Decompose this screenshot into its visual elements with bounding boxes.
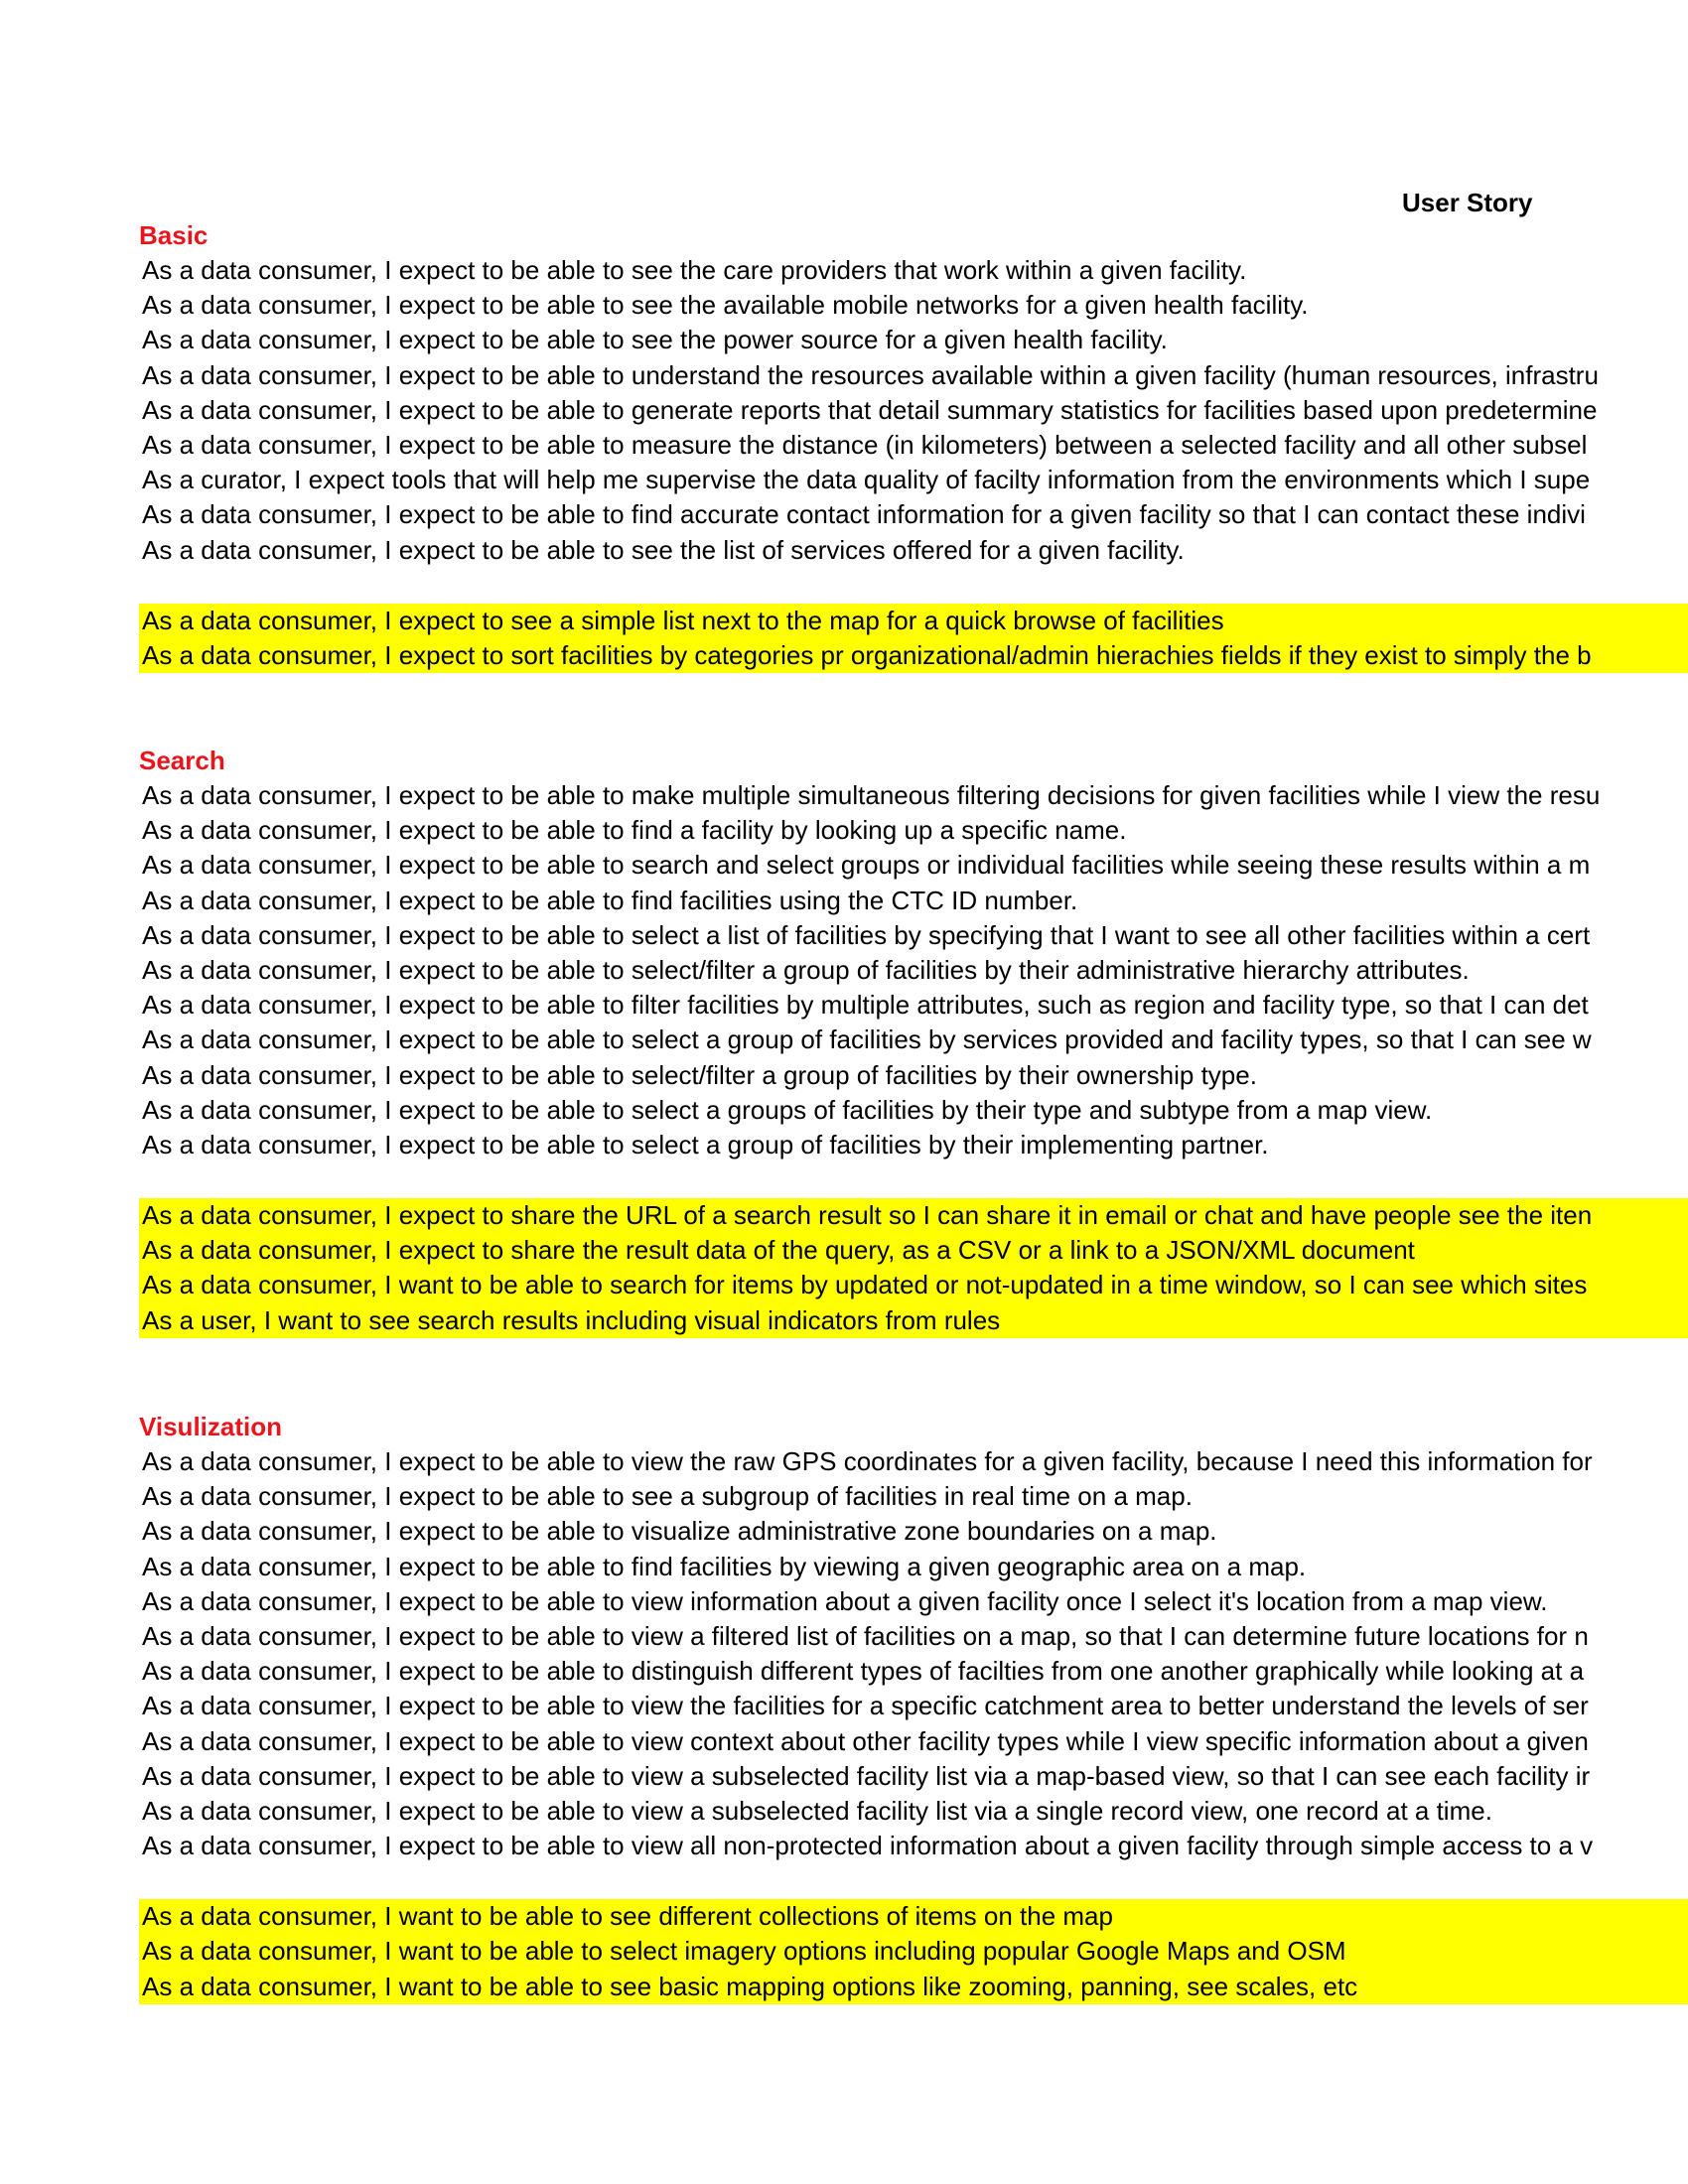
user-story-row: As a data consumer, I expect to be able to view the facilities for a specific catchment area to better understand the levels of ser	[142, 1691, 1589, 1721]
user-story-row: As a data consumer, I expect to be able to select a groups of facilities by their type and subtype from a map view.	[142, 1094, 1433, 1125]
highlighted-user-story-row: As a data consumer, I want to be able to see basic mapping options like zooming, panning, see scales, etc	[139, 1970, 1688, 2004]
user-story-row: As a data consumer, I expect to be able to find facilities by viewing a given geographic area on a map.	[142, 1551, 1307, 1581]
highlighted-user-story-row: As a data consumer, I want to be able to see different collections of items on the map	[139, 1899, 1688, 1934]
user-story-row: As a data consumer, I expect to be able to see the care providers that work within a given facility.	[142, 255, 1247, 285]
user-story-row: As a data consumer, I expect to be able to find a facility by looking up a specific name.	[142, 815, 1127, 846]
user-story-row: As a data consumer, I expect to be able to see the available mobile networks for a given health facility.	[142, 290, 1309, 321]
user-story-row: As a data consumer, I expect to be able to measure the distance (in kilometers) between a selected facility and all other subsel	[142, 429, 1588, 460]
highlighted-user-story-row: As a data consumer, I expect to share the result data of the query, as a CSV or a link to a JSON/XML document	[139, 1233, 1688, 1268]
user-story-row: As a data consumer, I expect to be able to find facilities using the CTC ID number.	[142, 885, 1078, 915]
section-basic	[139, 218, 1688, 673]
user-story-row: As a data consumer, I expect to be able to see a subgroup of facilities in real time on a map.	[142, 1481, 1193, 1512]
user-story-row: As a data consumer, I expect to be able to select a group of facilities by services provided and facility types, so that I can see w	[142, 1024, 1592, 1055]
user-story-row: As a data consumer, I expect to be able to filter facilities by multiple attributes, such as region and facility type, so that I can det	[142, 990, 1589, 1021]
user-story-row: As a data consumer, I expect to be able to select a list of facilities by specifying that I want to see all other facilities within a cert	[142, 919, 1591, 950]
highlighted-story-list	[139, 1198, 1688, 1338]
user-story-row: As a data consumer, I expect to be able to select/filter a group of facilities by their administrative hierarchy attributes.	[142, 954, 1470, 985]
user-story-row: As a data consumer, I expect to be able to select/filter a group of facilities by their ownership type.	[142, 1059, 1257, 1090]
user-story-row: As a data consumer, I expect to be able to view information about a given facility once I select it's location from a map view.	[142, 1585, 1548, 1616]
user-story-row: As a data consumer, I expect to be able to select a group of facilities by their implementing partner.	[142, 1129, 1269, 1160]
user-story-row: As a data consumer, I expect to be able to view context about other facility types while I view specific information about a given	[142, 1725, 1589, 1756]
story-list	[139, 778, 1688, 1162]
section-search	[139, 744, 1688, 1338]
story-list	[139, 1444, 1688, 1863]
blank-row	[139, 1162, 1688, 1198]
section-title: Visulization	[139, 1412, 282, 1441]
blank-row	[139, 568, 1688, 604]
column-header-user-story: User Story	[1402, 188, 1533, 217]
highlighted-story-list	[139, 604, 1688, 673]
story-list	[139, 253, 1688, 568]
user-story-row: As a data consumer, I expect to be able to see the power source for a given health facility.	[142, 325, 1168, 355]
user-story-row: As a data consumer, I expect to be able to view a subselected facility list via a single record view, one record at a time.	[142, 1795, 1492, 1826]
user-story-row: As a data consumer, I expect to be able to view a filtered list of facilities on a map, so that I can determine future locations for n	[142, 1620, 1589, 1651]
user-story-row: As a data consumer, I expect to be able to view all non-protected information about a given facility through simple access to a v	[142, 1831, 1594, 1861]
user-story-row: As a data consumer, I expect to be able to visualize administrative zone boundaries on a map.	[142, 1516, 1217, 1547]
user-story-row: As a data consumer, I expect to be able to view the raw GPS coordinates for a given facility, because I need this information for	[142, 1446, 1593, 1476]
user-story-row: As a data consumer, I expect to be able to distinguish different types of facilties from one another graphically while looking at a	[142, 1656, 1585, 1687]
user-story-row: As a data consumer, I expect to be able to generate reports that detail summary statistics for facilities based upon predetermine	[142, 394, 1598, 425]
user-story-row: As a data consumer, I expect to be able to make multiple simultaneous filtering decisions for given facilities while I view the resu	[142, 780, 1601, 810]
highlighted-user-story-row: As a data consumer, I expect to share the URL of a search result so I can share it in email or chat and have people see the iten	[139, 1198, 1688, 1233]
user-story-row: As a data consumer, I expect to be able to see the list of services offered for a given facility.	[142, 534, 1185, 565]
user-story-row: As a curator, I expect tools that will help me supervise the data quality of facilty information from the environments which I supe	[142, 465, 1591, 495]
section-visualization	[139, 1410, 1688, 2004]
user-story-row: As a data consumer, I expect to be able to find accurate contact information for a given facility so that I can contact these indivi	[142, 499, 1586, 530]
user-story-row: As a data consumer, I expect to be able to view a subselected facility list via a map-based view, so that I can see each facility ir	[142, 1760, 1591, 1791]
section-title: Search	[139, 746, 225, 775]
highlighted-user-story-row: As a data consumer, I want to be able to select imagery options including popular Google Maps and OSM	[139, 1934, 1688, 1969]
section-title: Basic	[139, 220, 209, 250]
highlighted-story-list	[139, 1899, 1688, 2004]
highlighted-user-story-row: As a data consumer, I want to be able to search for items by updated or not-updated in a time window, so I can see which sites	[139, 1268, 1688, 1302]
highlighted-user-story-row: As a data consumer, I expect to sort facilities by categories pr organizational/admin hierachies fields if they exist to simply the b	[139, 638, 1688, 673]
highlighted-user-story-row: As a data consumer, I expect to see a simple list next to the map for a quick browse of facilities	[139, 604, 1688, 638]
highlighted-user-story-row: As a user, I want to see search results including visual indicators from rules	[139, 1303, 1688, 1338]
blank-row	[139, 1863, 1688, 1899]
user-story-row: As a data consumer, I expect to be able to search and select groups or individual facilities while seeing these results within a m	[142, 850, 1591, 881]
user-story-row: As a data consumer, I expect to be able to understand the resources available within a given facility (human resources, infrastru	[142, 359, 1599, 390]
